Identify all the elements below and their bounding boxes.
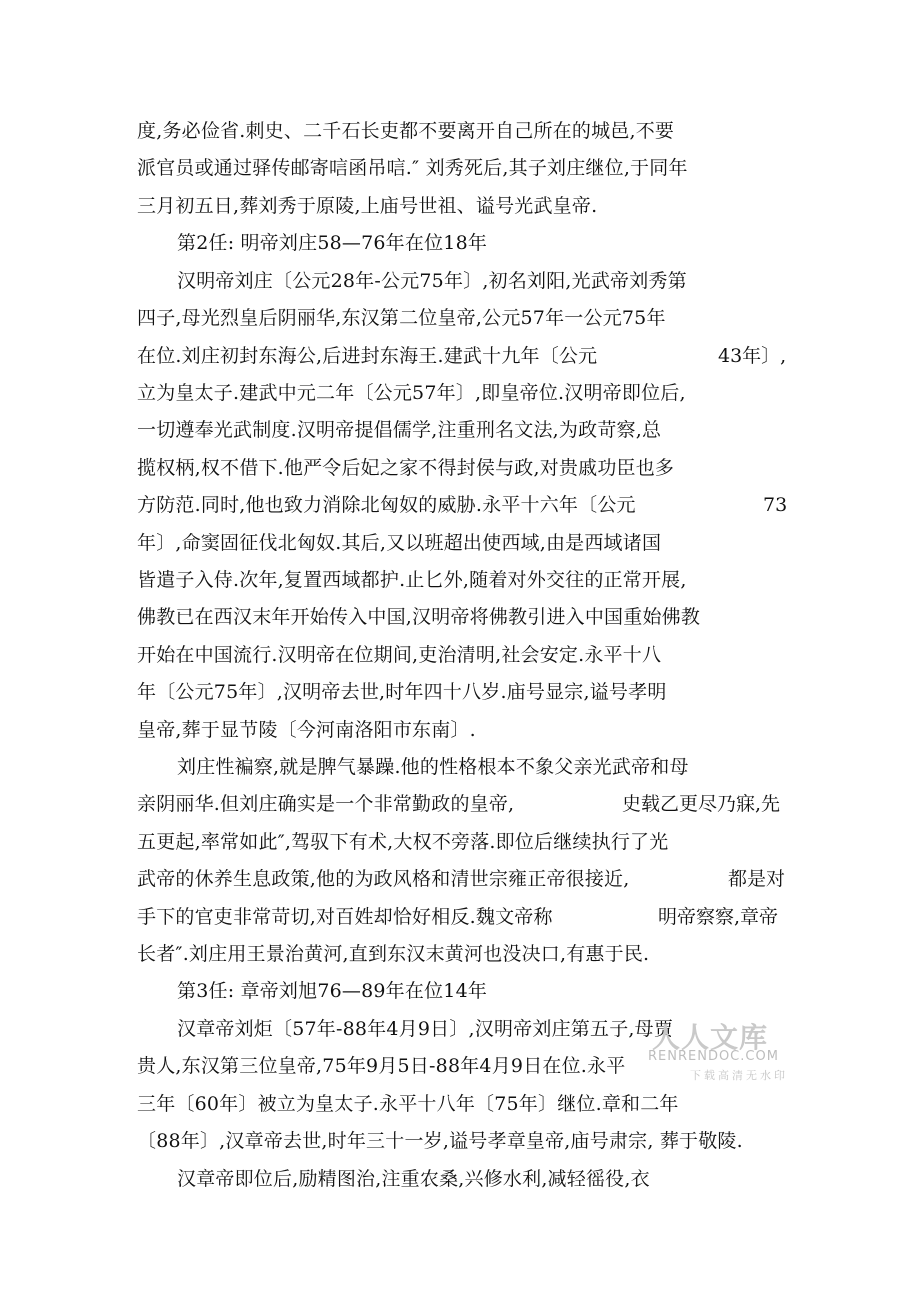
text-line: 长者″.刘庄用王景治黄河,直到东汉末黄河也没决口,有惠于民.: [137, 943, 650, 965]
text-line: 揽权柄,权不借下.他严令后妃之家不得封侯与政,对贵戚功臣也多: [137, 457, 675, 479]
watermark-domain: RENRENDOC.COM: [648, 1049, 779, 1064]
watermark-title: 人人文库: [652, 1021, 769, 1054]
text-line: 一切遵奉光武制度.汉明帝提倡儒学,注重刑名文法,为政苛察,总: [137, 419, 662, 441]
text-line: 年〕,命窦固征伐北匈奴.其后,又以班超出使西域,由是西域诸国: [137, 532, 662, 554]
watermark: [648, 1016, 788, 1082]
text-fragment: 明帝察察,章帝: [658, 906, 779, 928]
text-line: 贵人,东汉第三位皇帝,75年9月5日-88年4月9日在位.永平: [137, 1055, 626, 1077]
text-line: 度,务必俭省.刺史、二千石长吏都不要离开自己所在的城邑,不要: [137, 120, 675, 142]
text-line: 武帝的休养生息政策,他的为政风格和清世宗雍正帝很接近,: [137, 868, 630, 890]
text-line: 派官员或通过驿传邮寄唁函吊唁.″ 刘秀死后,其子刘庄继位,于同年: [137, 157, 688, 179]
text-line: 皇帝,葬于显节陵〔今河南洛阳市东南〕.: [137, 719, 476, 741]
text-line: 汉章帝刘炬〔57年-88年4月9日〕,汉明帝刘庄第五子,母贾: [177, 1018, 674, 1040]
text-line: 亲阴丽华.但刘庄确实是一个非常勤政的皇帝,: [137, 793, 515, 815]
text-line: 开始在中国流行.汉明帝在位期间,吏治清明,社会安定.永平十八: [137, 644, 662, 666]
text-fragment: 43年〕,: [718, 345, 787, 367]
text-fragment: 都是对: [728, 868, 786, 890]
text-line: 年〔公元75年〕,汉明帝去世,时年四十八岁.庙号显宗,谥号孝明: [137, 681, 667, 703]
text-line: 五更起,率常如此″,驾驭下有术,大权不旁落.即位后继续执行了光: [137, 831, 669, 853]
text-line: 汉章帝即位后,励精图治,注重农桑,兴修水利,减轻徭役,衣: [177, 1168, 650, 1190]
text-line: 手下的官吏非常苛切,对百姓却恰好相反.魏文帝称: [137, 906, 553, 928]
text-line: 四子,母光烈皇后阴丽华,东汉第二位皇帝,公元57年一公元75年: [137, 307, 666, 329]
section-heading: 第2任: 明帝刘庄58—76年在位18年: [177, 232, 488, 254]
text-line: 三月初五日,葬刘秀于原陵,上庙号世祖、谥号光武皇帝.: [137, 195, 598, 217]
text-fragment: 史载乙更尽乃寐,先: [622, 793, 781, 815]
text-line: 立为皇太子.建武中元二年〔公元57年〕,即皇帝位.汉明帝即位后,: [137, 382, 686, 404]
text-line: 汉明帝刘庄〔公元28年-公元75年〕,初名刘阳,光武帝刘秀第: [177, 270, 687, 292]
text-line: 三年〔60年〕被立为皇太子.永平十八年〔75年〕继位.章和二年: [137, 1093, 679, 1115]
text-fragment: 73: [763, 494, 788, 516]
text-line: 方防范.同时,他也致力消除北匈奴的威胁.永平十六年〔公元: [137, 494, 636, 516]
text-line: 皆遣子入侍.次年,复置西域都护.止匕外,随着对外交往的正常开展,: [137, 569, 687, 591]
text-line: 佛教已在西汉末年开始传入中国,汉明帝将佛教引进入中国重始佛教: [137, 606, 701, 628]
text-line: 刘庄性褊察,就是脾气暴躁.他的性格根本不象父亲光武帝和母: [177, 756, 689, 778]
text-line: 〔88年〕,汉章帝去世,时年三十一岁,谥号孝章皇帝,庙号肃宗, 葬于敬陵.: [137, 1130, 743, 1152]
section-heading: 第3任: 章帝刘旭76—89年在位14年: [177, 980, 488, 1002]
watermark-subtitle: 下载高清无水印: [690, 1069, 788, 1082]
text-line: 在位.刘庄初封东海公,后进封东海王.建武十九年〔公元: [137, 345, 598, 367]
